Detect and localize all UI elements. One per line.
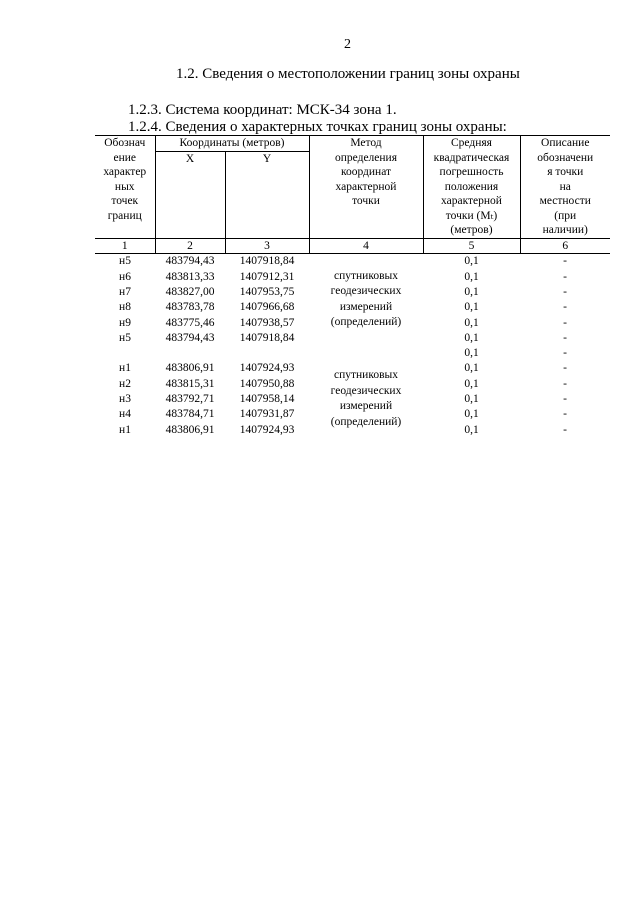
header-error-line: квадратическая xyxy=(433,151,510,164)
description-value: - xyxy=(563,316,567,329)
description-value: - xyxy=(563,301,567,314)
description-value: - xyxy=(563,362,567,375)
point-name: н9 xyxy=(119,316,131,329)
point-name: н6 xyxy=(119,270,131,283)
method-empty xyxy=(309,346,423,361)
error-value: 0,1 xyxy=(464,408,479,421)
method-line: (определений) xyxy=(330,415,402,428)
characteristic-points-table xyxy=(95,135,610,438)
header-designation-line: границ xyxy=(107,209,142,222)
error-value: 0,1 xyxy=(464,316,479,329)
header-designation-line: характер xyxy=(103,166,147,178)
error-value: 0,1 xyxy=(464,347,479,360)
col-num: 1 xyxy=(95,238,155,254)
header-method-line: Метод xyxy=(350,137,382,149)
error-value: 0,1 xyxy=(464,331,479,344)
coord-x: 483792,71 xyxy=(165,393,215,406)
table-row xyxy=(95,254,610,270)
point-name: н1 xyxy=(119,362,131,375)
header-error-line: положения xyxy=(444,180,499,193)
header-y: Y xyxy=(225,151,309,238)
method-line: измерений xyxy=(339,300,393,313)
coord-system-line: 1.2.3. Система координат: МСК-34 зона 1. xyxy=(128,102,397,118)
description-value: - xyxy=(563,255,567,268)
coord-y xyxy=(225,346,309,361)
point-name: н8 xyxy=(119,301,131,314)
description-value: - xyxy=(563,285,567,298)
col-num: 3 xyxy=(225,238,309,254)
coord-y: 1407918,84 xyxy=(239,255,295,268)
col-num: 4 xyxy=(309,238,423,254)
error-value: 0,1 xyxy=(464,423,479,436)
coord-x: 483813,33 xyxy=(165,270,215,283)
column-numbers-row xyxy=(95,238,610,254)
method-line: геодезических xyxy=(330,285,402,298)
header-coordinates: Координаты (метров) xyxy=(155,136,309,152)
section-title: 1.2. Сведения о местоположении границ зоны охраны xyxy=(176,66,520,82)
description-value: - xyxy=(563,393,567,406)
header-error xyxy=(423,136,520,239)
coord-y: 1407950,88 xyxy=(239,377,295,390)
coord-x: 483815,31 xyxy=(165,377,215,390)
coord-y: 1407966,68 xyxy=(239,301,295,314)
header-description-line: обозначени xyxy=(537,151,594,164)
coord-y: 1407924,93 xyxy=(239,362,295,375)
coord-x: 483794,43 xyxy=(165,255,215,268)
coord-y: 1407938,57 xyxy=(239,316,295,329)
coord-x: 483783,78 xyxy=(165,301,215,314)
coord-x: 483784,71 xyxy=(165,408,215,421)
col-num: 5 xyxy=(423,238,520,254)
header-method-line: определения xyxy=(334,151,397,164)
error-value: 0,1 xyxy=(464,255,479,268)
coord-x: 483806,91 xyxy=(165,362,215,375)
description-value: - xyxy=(563,270,567,283)
col-num: 2 xyxy=(155,238,225,254)
method-line: спутниковых xyxy=(333,369,398,382)
error-value: 0,1 xyxy=(464,301,479,314)
col-num: 6 xyxy=(520,238,610,254)
point-name: н7 xyxy=(119,285,131,298)
point-name: н2 xyxy=(119,377,131,390)
point-name: н5 xyxy=(119,255,131,268)
description-value: - xyxy=(563,377,567,390)
header-description-line: я точки xyxy=(547,166,584,178)
header-description-line: Описание xyxy=(541,137,590,149)
header-description-line: наличии) xyxy=(542,224,588,236)
description-value: - xyxy=(563,408,567,421)
method-line: измерений xyxy=(339,400,393,413)
point-name: н1 xyxy=(119,423,131,436)
header-error-line: Средняя xyxy=(451,137,492,149)
method-line: (определений) xyxy=(330,316,402,329)
header-error-line: погрешность xyxy=(439,166,504,178)
description-value: - xyxy=(563,423,567,436)
description-value: - xyxy=(563,347,567,360)
coord-x xyxy=(155,346,225,361)
coord-y: 1407953,75 xyxy=(239,285,295,298)
header-designation-line: Обознач xyxy=(104,137,146,149)
header-description-line: на xyxy=(559,180,571,193)
header-method-line: координат xyxy=(340,166,392,178)
header-x: X xyxy=(155,151,225,238)
coord-x: 483806,91 xyxy=(165,423,215,436)
method-line: спутниковых xyxy=(333,269,398,282)
point-name xyxy=(95,346,155,361)
header-method xyxy=(309,136,423,239)
description-value: - xyxy=(563,331,567,344)
point-name: н4 xyxy=(119,408,131,421)
header-designation-line: ение xyxy=(113,151,137,164)
coord-x: 483827,00 xyxy=(165,285,215,298)
error-value: 0,1 xyxy=(464,393,479,406)
header-method-line: точки xyxy=(352,195,380,207)
coord-y: 1407918,84 xyxy=(239,331,295,344)
coord-x: 483775,46 xyxy=(165,316,215,329)
point-name: н5 xyxy=(119,331,131,344)
method-cell xyxy=(309,361,423,437)
coord-y: 1407958,14 xyxy=(239,393,295,406)
header-description-line: (при xyxy=(554,209,577,222)
header-description xyxy=(520,136,610,239)
table-row xyxy=(95,361,610,376)
coord-y: 1407924,93 xyxy=(239,423,295,436)
header-error-line: характерной xyxy=(441,195,502,207)
header-method-line: характерной xyxy=(335,180,397,193)
header-designation-line: точек xyxy=(111,195,139,207)
coord-y: 1407912,31 xyxy=(239,270,295,283)
header-designation xyxy=(95,136,155,239)
header-designation-line: ных xyxy=(114,180,135,193)
error-value: 0,1 xyxy=(464,377,479,390)
header-description-line: местности xyxy=(539,195,591,207)
coord-x: 483794,43 xyxy=(165,331,215,344)
method-cell xyxy=(309,254,423,346)
header-error-line: точки (Mₜ) xyxy=(445,209,498,222)
header-error-line: (метров) xyxy=(450,224,493,236)
point-name: н3 xyxy=(119,393,131,406)
points-heading: 1.2.4. Сведения о характерных точках границ зоны охраны: xyxy=(128,119,507,135)
coord-y: 1407931,87 xyxy=(239,408,295,421)
error-value: 0,1 xyxy=(464,270,479,283)
error-value: 0,1 xyxy=(464,285,479,298)
error-value: 0,1 xyxy=(464,362,479,375)
method-line: геодезических xyxy=(330,384,402,397)
table-row xyxy=(95,346,610,361)
